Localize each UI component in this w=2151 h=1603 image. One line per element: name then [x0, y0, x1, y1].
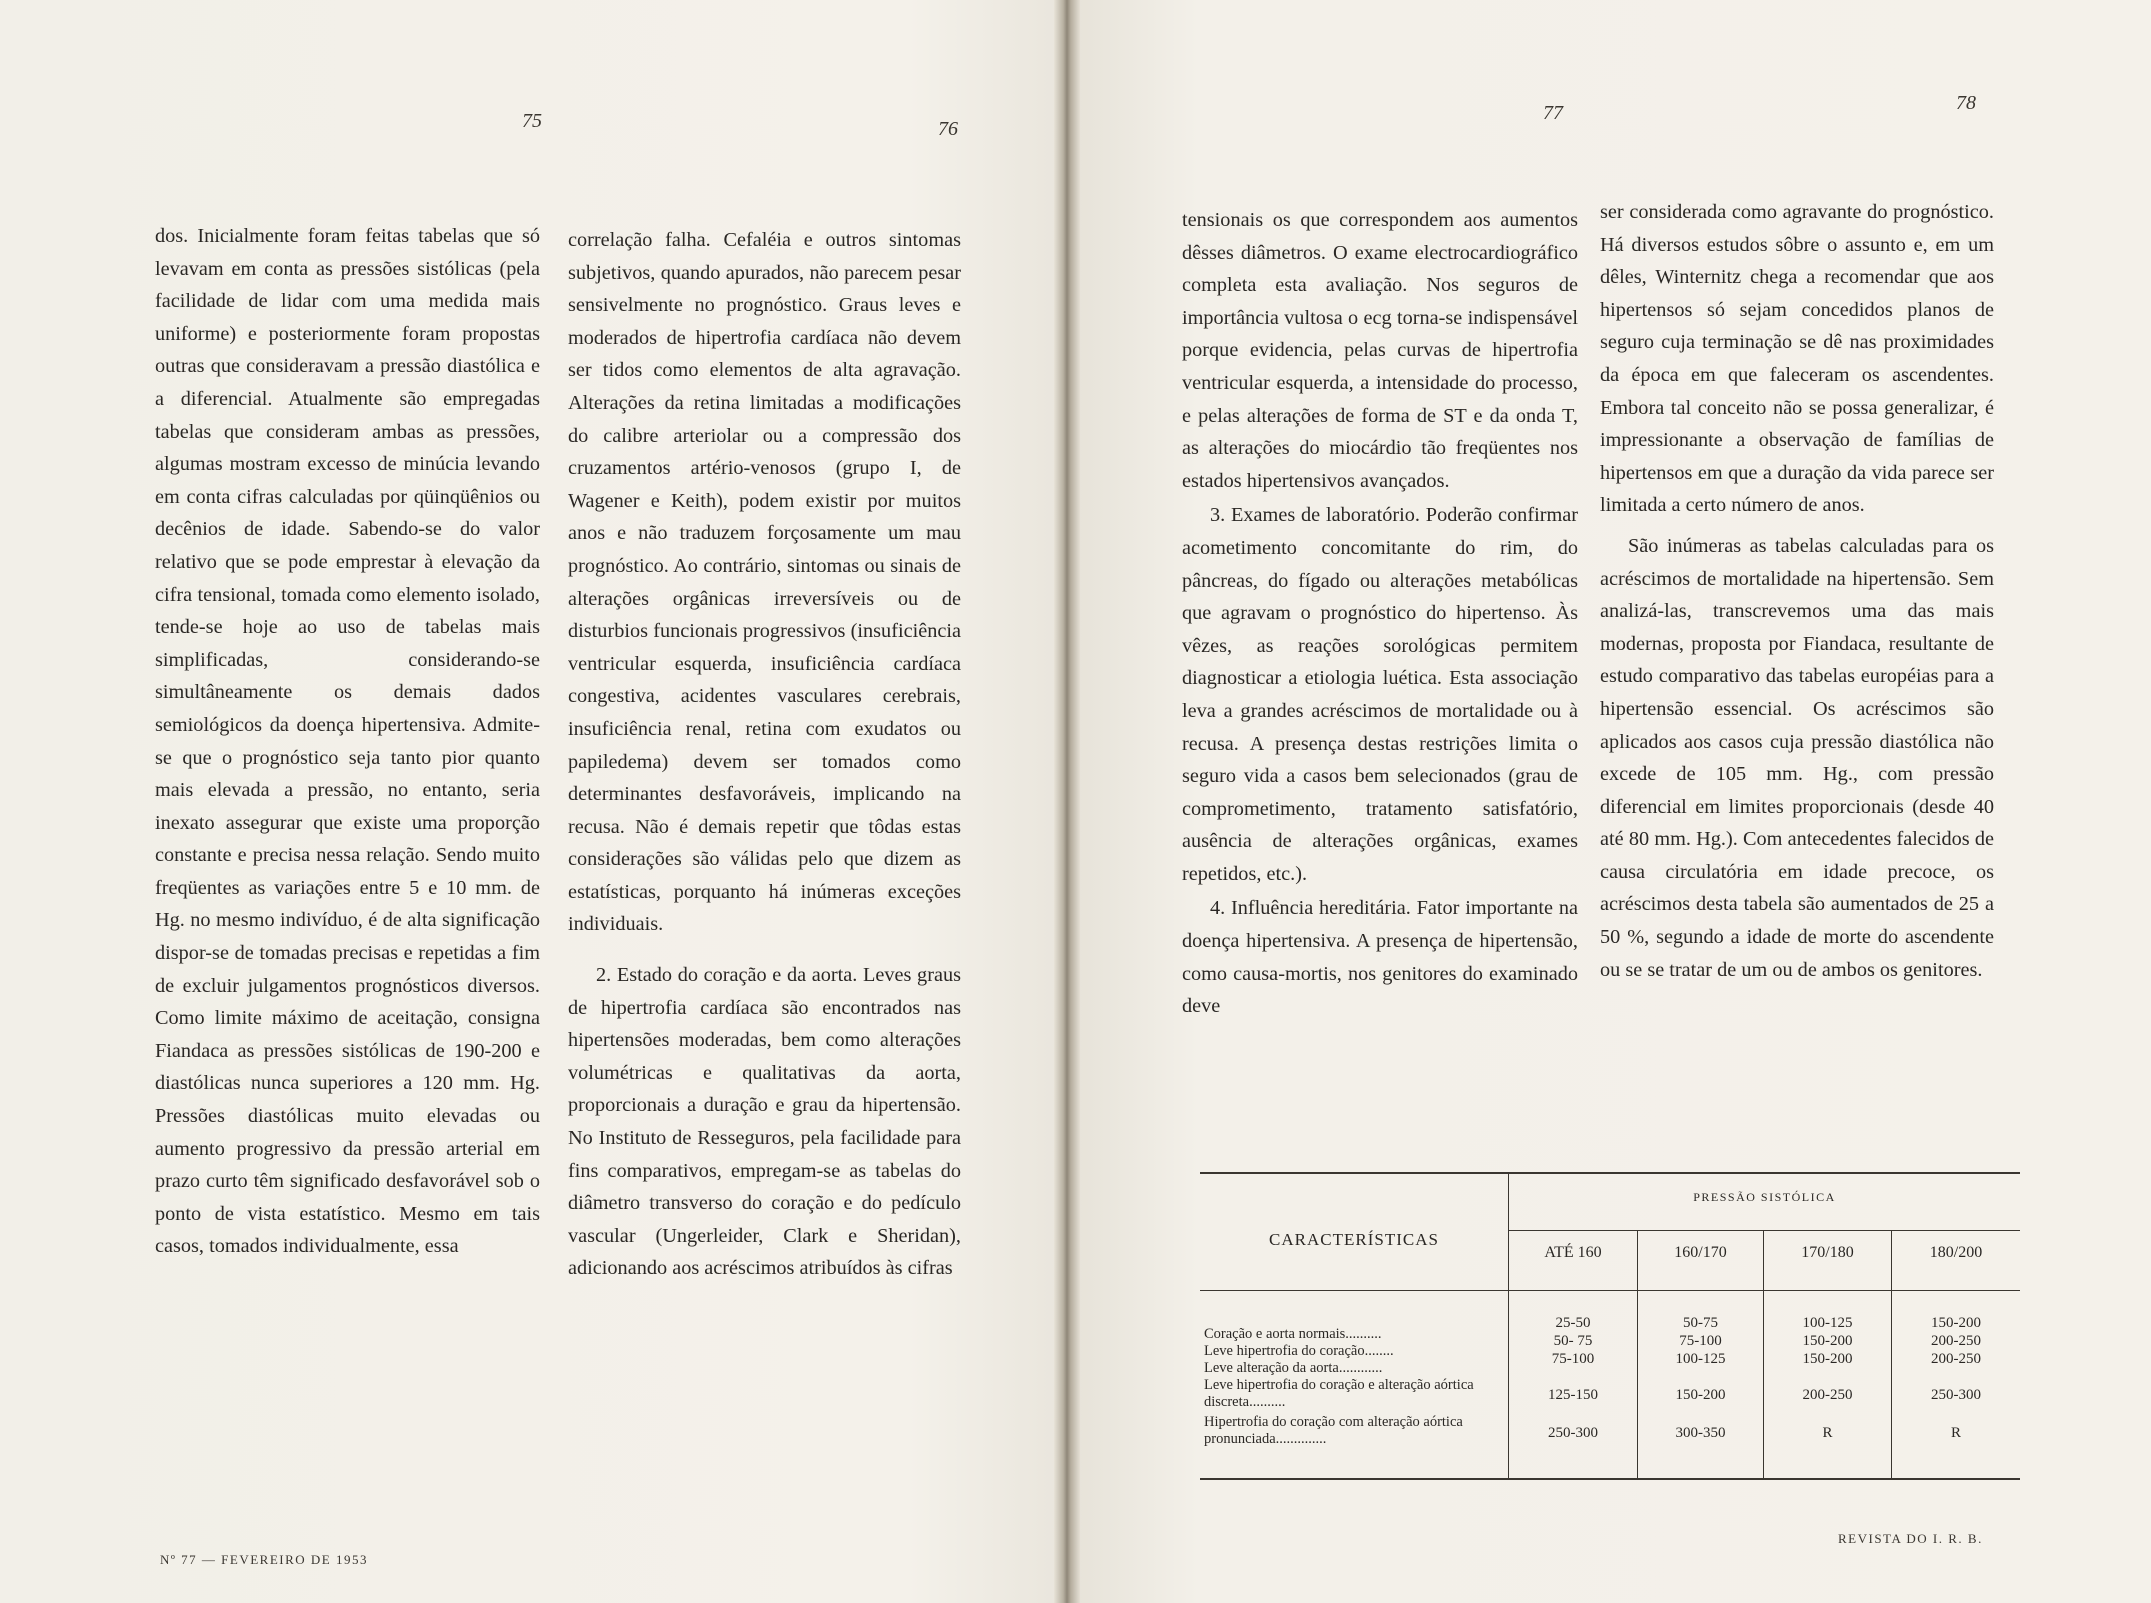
- page-number-78: 78: [1956, 92, 1976, 114]
- table-header-systolic: PRESSÃO SISTÓLICA: [1693, 1190, 1836, 1204]
- table-cell: 300-350: [1675, 1425, 1726, 1441]
- page-77-paragraph-2: 3. Exames de laboratório. Poderão confirmar acometimento concomitante do rim, do pâncreas, do fígado ou alterações metabólicas que agravam o prognóstico do hipertenso. Às vêzes, as reações sorológicas permitem diagnosticar a etiologia luética. Esta associação leva a grandes acréscimos de mortalidade ou à recusa. A presença destas restrições limita o seguro vida a casos bem selecionados (grau de comprometimento, tratamento satisfatório, ausência de alterações orgânicas, exames repetidos, etc.).: [1182, 504, 1578, 885]
- page-76-column: [568, 224, 961, 1285]
- table-divider: [1200, 1290, 2020, 1291]
- page-78-paragraph-1: ser considerada como agravante do prognóstico. Há diversos estudos sôbre o assunto e, em um dêles, Winternitz chega a recomendar que aos hipertensos só sejam concedidos planos de seguro cuja terminação se dê nas proximidades da época em que faleceram os ascendentes. Embora tal conceito não se possa generalizar, é impressionante a observação de famílias de hipertensos em que a duração da vida parece ser limitada a certo número de anos.: [1600, 201, 1994, 517]
- page-77-column: [1182, 204, 1578, 1023]
- page-76-paragraph-2: 2. Estado do coração e da aorta. Leves graus de hipertrofia cardíaca são encontrados nas hipertensões moderadas, bem como alterações volumétricas e qualitativas da aorta, proporcionais a duração e grau da hipertensão. No Instituto de Resseguros, pela facilidade para fins comparativos, empregam-se as tabelas do diâmetro transverso do coração e do pedículo vascular (Ungerleider, Clark e Sheridan), adicionando aos acréscimos atribuídos às cifras: [568, 964, 961, 1280]
- table-cell: 100-125: [1675, 1351, 1726, 1367]
- page-78-column: [1600, 196, 1994, 986]
- table-cell: 150-200: [1675, 1387, 1726, 1403]
- table-cell: 50-75: [1683, 1315, 1718, 1331]
- table-divider: [1509, 1230, 2020, 1231]
- page-75-paragraph-1: dos. Inicialmente foram feitas tabelas que só levavam em conta as pressões sistólicas (pela facilidade de lidar com uma medida mais uniforme) e posteriormente foram propostas outras que consideravam a pressão diastólica e a diferencial. Atualmente são empregadas tabelas que consideram ambas as pressões, algumas mostram excesso de minúcia levando em conta cifras calculadas por qüinqüênios ou decênios de idade. Sabendo-se do valor relativo que se pode emprestar à elevação da cifra tensional, tomada como elemento isolado, tende-se hoje ao uso de tabelas mais simplificadas, considerando-se simultâneamente os demais dados semiológicos da doença hipertensiva. Admite-se que o prognóstico seja tanto pior quanto mais elevada a pressão, no entanto, seria inexato assegurar que existe uma proporção constante e precisa nessa relação. Sendo muito freqüentes as variações entre 5 e 10 mm. de Hg. no mesmo indivíduo, é de alta significação dispor-se de tomadas precisas e repetidas a fim de excluir julgamentos prognósticos diversos. Como limite máximo de aceitação, consigna Fiandaca as pressões sistólicas de 190-200 e diastólicas nunca superiores a 120 mm. Hg. Pressões diastólicas muito elevadas ou aumento progressivo da pressão arterial em prazo curto têm significado desfavorável sob o ponto de vista estatístico. Mesmo em tais casos, tomados individualmente, essa: [155, 225, 540, 1258]
- page-77-paragraph-1: tensionais os que correspondem aos aumentos dêsses diâmetros. O exame electrocardiográfico completa esta avaliação. Nos seguros de importância vultosa o ecg torna-se indispensável porque evidencia, pelas curvas de hipertrofia ventricular esquerda, a intensidade do processo, e pelas alterações de forma de ST e da onda T, as alterações do miocárdio tão freqüentes nos estados hipertensivos avançados.: [1182, 209, 1578, 492]
- page-number-77: 77: [1543, 102, 1563, 124]
- table-cell: R: [1822, 1425, 1833, 1441]
- table-row-label: Leve hipertrofia do coração e alteração aórtica discreta..........: [1204, 1377, 1474, 1410]
- table-cell: 250-300: [1931, 1387, 1981, 1403]
- table-cell: 75-100: [1551, 1351, 1595, 1367]
- table-col-header: 160/170: [1674, 1244, 1727, 1261]
- table-col-header: 180/200: [1929, 1244, 1983, 1261]
- table-cell: 250-300: [1548, 1425, 1598, 1441]
- footer-journal: REVISTA DO I. R. B.: [1838, 1531, 1983, 1546]
- table-header-characteristics: CARACTERÍSTICAS: [1269, 1230, 1439, 1249]
- table-cell: 150-200: [1802, 1351, 1853, 1367]
- table-cell: 125-150: [1548, 1387, 1598, 1403]
- table-row-label: Coração e aorta normais..........: [1204, 1326, 1382, 1342]
- page-number-75: 75: [522, 110, 542, 132]
- table-cell: 50- 75: [1553, 1333, 1593, 1349]
- page-77-paragraph-3: 4. Influência hereditária. Fator importante na doença hipertensiva. A presença de hipertensão, como causa-mortis, nos genitores do examinado deve: [1182, 897, 1578, 1018]
- mortality-table: [1200, 1172, 2020, 1480]
- table-col-header: ATÉ 160: [1544, 1244, 1602, 1261]
- table-cell: 25-50: [1555, 1315, 1591, 1331]
- table-cell: 100-125: [1802, 1315, 1853, 1331]
- table-cell: 200-250: [1931, 1351, 1981, 1367]
- table-cell: R: [1950, 1425, 1961, 1441]
- table-row-label: Leve hipertrofia do coração........: [1204, 1343, 1394, 1359]
- page-78-paragraph-2: São inúmeras as tabelas calculadas para os acréscimos de mortalidade na hipertensão. Sem analizá-las, transcrevemos uma das mais modernas, proposta por Fiandaca, resultante de estudo comparativo das tabelas européias para a hipertensão essencial. Os acréscimos são aplicados aos casos cuja pressão diastólica não excede de 105 mm. Hg., com pressão diferencial em limites proporcionais (desde 40 até 80 mm. Hg.). Com antecedentes falecidos de causa circulatória em idade precoce, os acréscimos desta tabela são aumentados de 25 a 50 %, segundo a idade de morte do ascendente ou se se tratar de um ou de ambos os genitores.: [1600, 534, 1994, 981]
- table-row-label: Hipertrofia do coração com alteração aórtica pronunciada..............: [1204, 1414, 1463, 1447]
- table-cell: 200-250: [1802, 1387, 1853, 1403]
- page-number-76: 76: [938, 118, 958, 140]
- binding-spine: [1054, 0, 1080, 1603]
- table-cell: 75-100: [1679, 1333, 1722, 1349]
- page-75-column: [155, 220, 540, 1263]
- table-cell: 150-200: [1931, 1315, 1981, 1331]
- table-row-label: Leve alteração da aorta............: [1204, 1360, 1383, 1376]
- table-cell: 150-200: [1802, 1333, 1853, 1349]
- table-cell: 200-250: [1931, 1333, 1981, 1349]
- footer-issue: Nº 77 — FEVEREIRO DE 1953: [160, 1552, 368, 1567]
- page-76-paragraph-1: correlação falha. Cefaléia e outros sintomas subjetivos, quando apurados, não parecem pesar sensivelmente no prognóstico. Graus leves e moderados de hipertrofia cardíaca não devem ser tidos como elementos de alta agravação. Alterações da retina limitadas a modificações do calibre arteriolar ou a compressão dos cruzamentos artério-venosos (grupo I, de Wagener e Keith), podem existir por muitos anos e não traduzem forçosamente um mau prognóstico. Ao contrário, sintomas ou sinais de alterações orgânicas irreversíveis ou de disturbios funcionais progressivos (insuficiência ventricular esquerda, insuficiência cardíaca congestiva, acidentes vasculares cerebrais, insuficiência renal, retina com exudatos ou papiledema) devem ser tomados como determinantes desfavoráveis, implicando na recusa. Não é demais repetir que tôdas estas considerações são válidas pelo que dizem as estatísticas, porquanto há inúmeras exceções individuais.: [568, 229, 961, 936]
- table-col-header: 170/180: [1801, 1244, 1854, 1261]
